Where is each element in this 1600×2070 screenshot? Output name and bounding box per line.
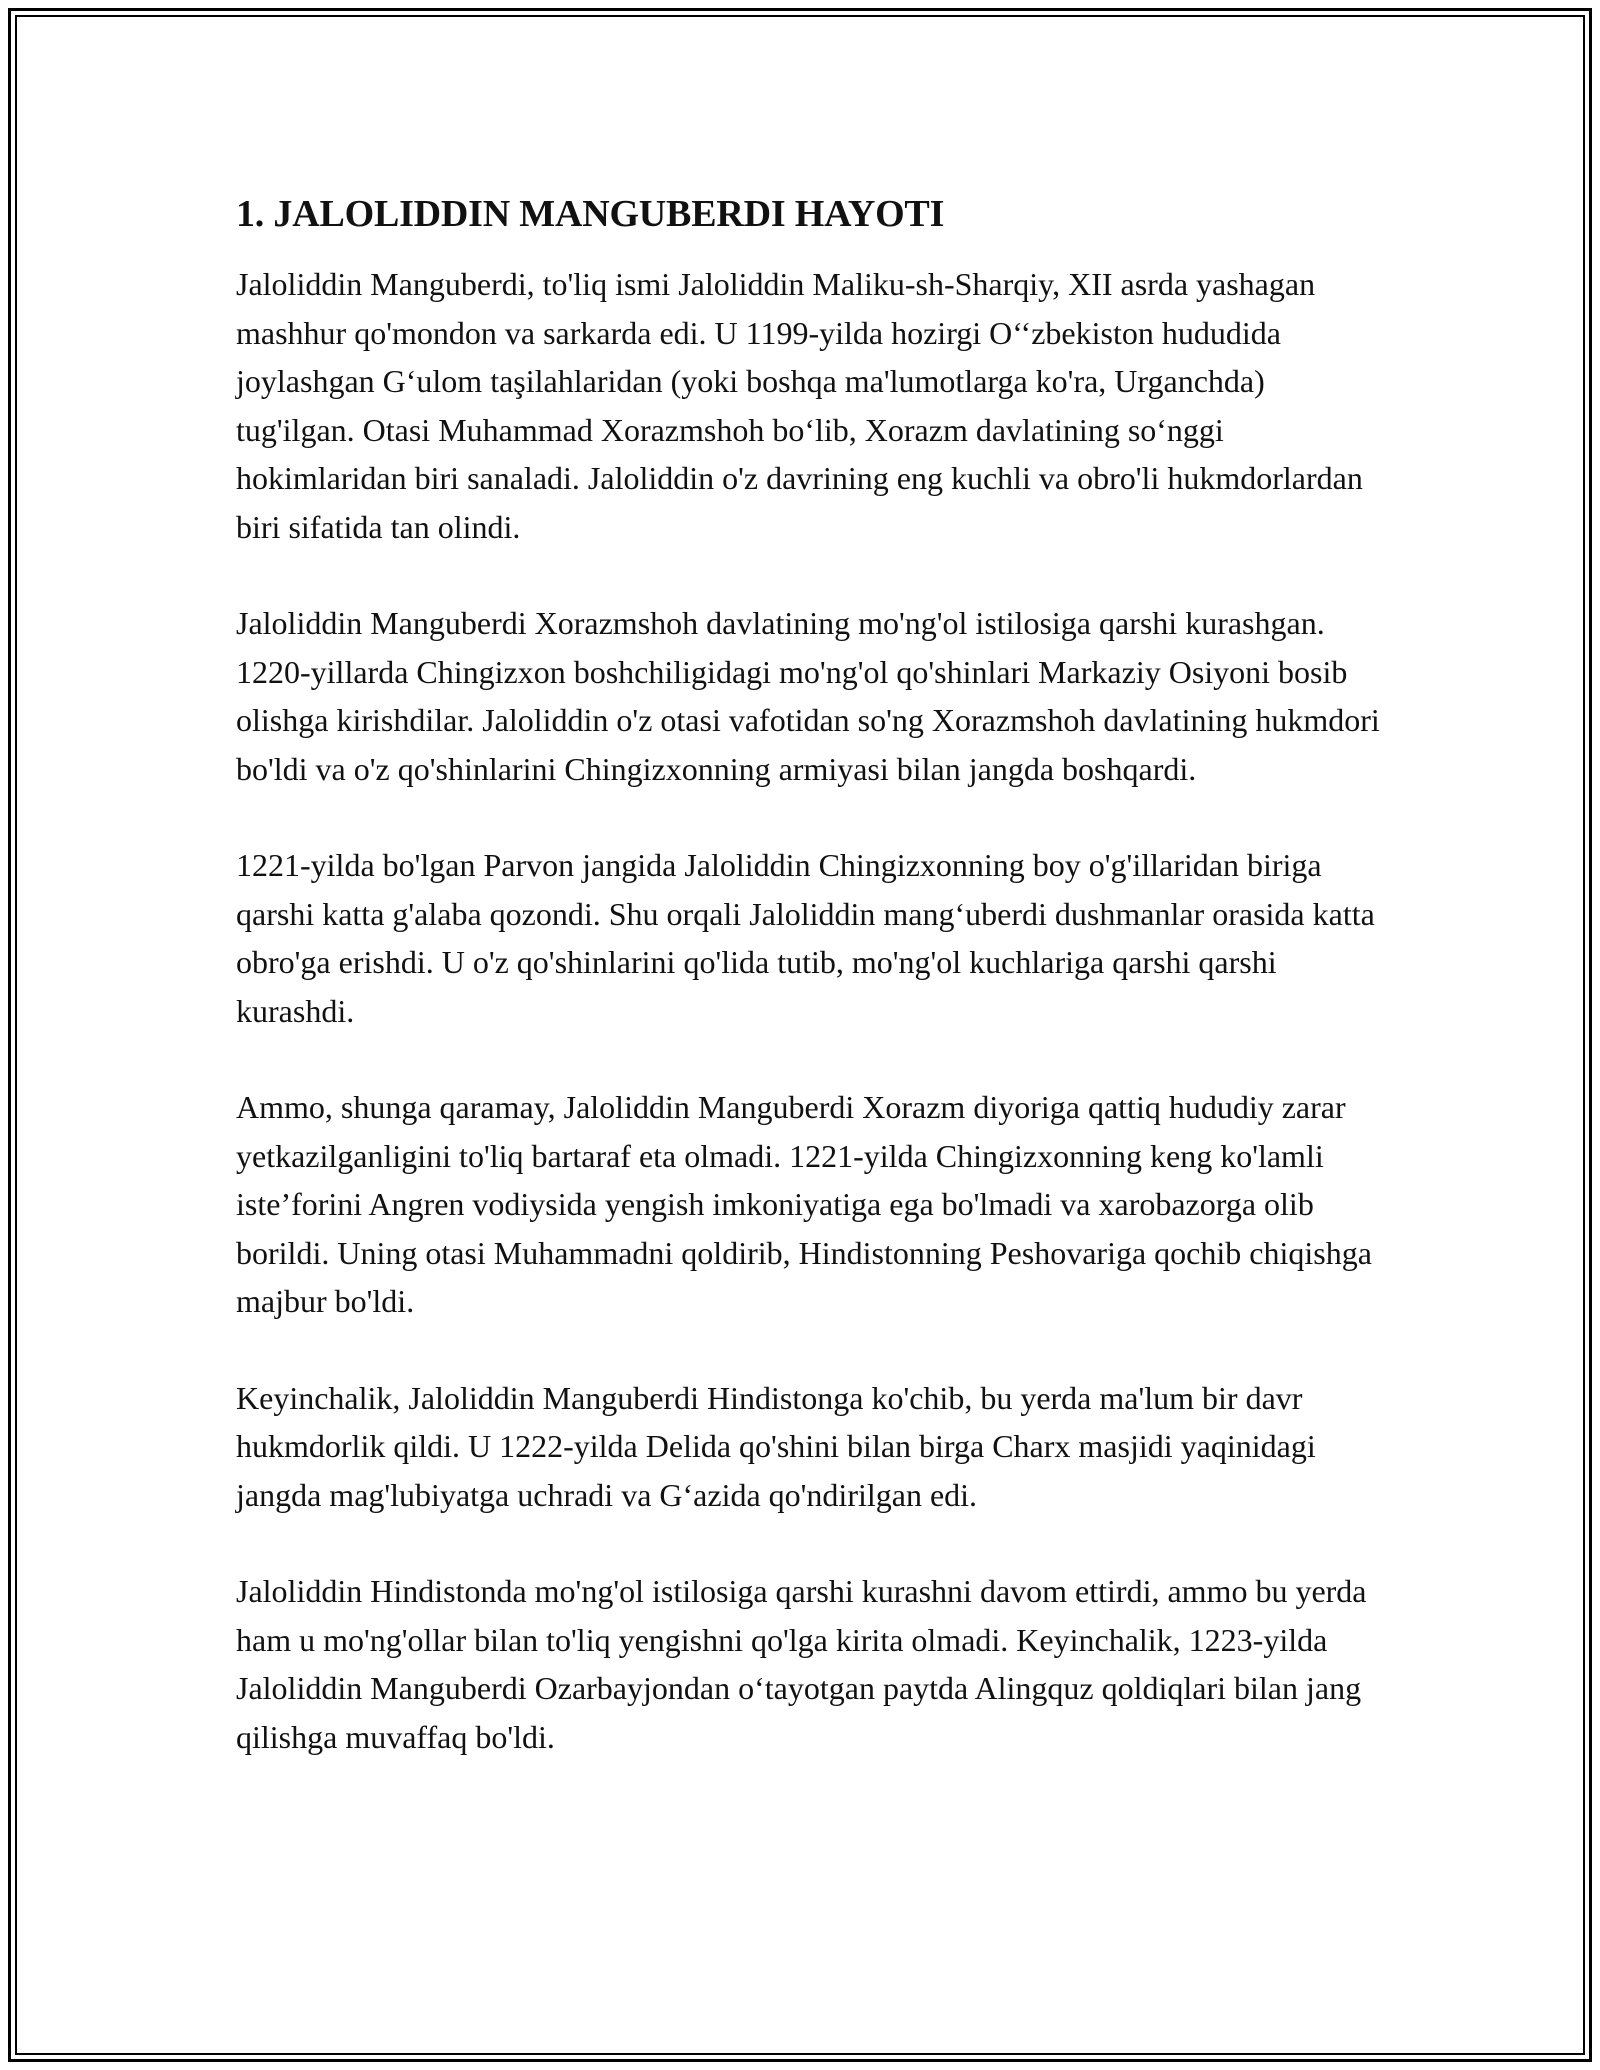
paragraph-2: Jaloliddin Manguberdi Xorazmshoh davlatining mo'ng'ol istilosiga qarshi kurashgan. 1220-yillarda Chingizxon boshchiligidagi mo'ng'ol qo'shinlari Markaziy Osiyoni bosib olishga kirishdilar. Jaloliddin o'z otasi vafotidan so'ng Xorazmshoh davlatining hukmdori bo'ldi va o'z qo'shinlarini Chingizxonning armiyasi bilan jangda boshqardi. — [236, 605, 1380, 787]
document-body — [236, 188, 1386, 1809]
paragraph-3: 1221-yilda bo'lgan Parvon jangida Jaloliddin Chingizxonning boy o'g'illaridan biriga qarshi katta g'alaba qozondi. Shu orqali Jaloliddin mang‘uberdi dushmanlar orasida katta obro'ga erishdi. U o'z qo'shinlarini qo'lida tutib, mo'ng'ol kuchlariga qarshi qarshi kurashdi. — [236, 847, 1375, 1029]
paragraph-1: Jaloliddin Manguberdi, to'liq ismi Jaloliddin Maliku-sh-Sharqiy, XII asrda yashagan mashhur qo'mondon va sarkarda edi. U 1199-yilda hozirgi O‘‘zbekiston hududida joylashgan G‘ulom taşilahlaridan (yoki boshqa ma'lumotlarga ko'ra, Urganchda) tug'ilgan. Otasi Muhammad Xorazmshoh bo‘lib, Xorazm davlatining so‘nggi hokimlaridan biri sanaladi. Jaloliddin o'z davrining eng kuchli va obro'li hukmdorlardan biri sifatida tan olindi. — [236, 266, 1363, 545]
document-title: 1. JALOLIDDIN MANGUBERDI HAYOTI — [236, 193, 945, 235]
paragraph-6: Jaloliddin Hindistonda mo'ng'ol istilosiga qarshi kurashni davom ettirdi, ammo bu yerda ham u mo'ng'ollar bilan to'liq yengishni qo'lga kirita olmadi. Keyinchalik, 1223-yilda Jaloliddin Manguberdi Ozarbayjondan o‘tayotgan paytda Alingquz qoldiqlari bilan jang qilishga muvaffaq bo'ldi. — [236, 1573, 1367, 1755]
paragraph-4: Ammo, shunga qaramay, Jaloliddin Manguberdi Xorazm diyoriga qattiq hududiy zarar yetkazilganligini to'liq bartaraf eta olmadi. 1221-yilda Chingizxonning keng ko'lamli iste’forini Angren vodiysida yengish imkoniyatiga ega bo'lmadi va xarobazorga olib borildi. Uning otasi Muhammadni qoldirib, Hindistonning Peshovariga qochib chiqishga majbur bo'ldi. — [236, 1089, 1372, 1319]
paragraph-5: Keyinchalik, Jaloliddin Manguberdi Hindistonga ko'chib, bu yerda ma'lum bir davr hukmdorlik qildi. U 1222-yilda Delida qo'shini bilan birga Charx masjidi yaqinidagi jangda mag'lubiyatga uchradi va G‘azida qo'ndirilgan edi. — [236, 1379, 1316, 1513]
